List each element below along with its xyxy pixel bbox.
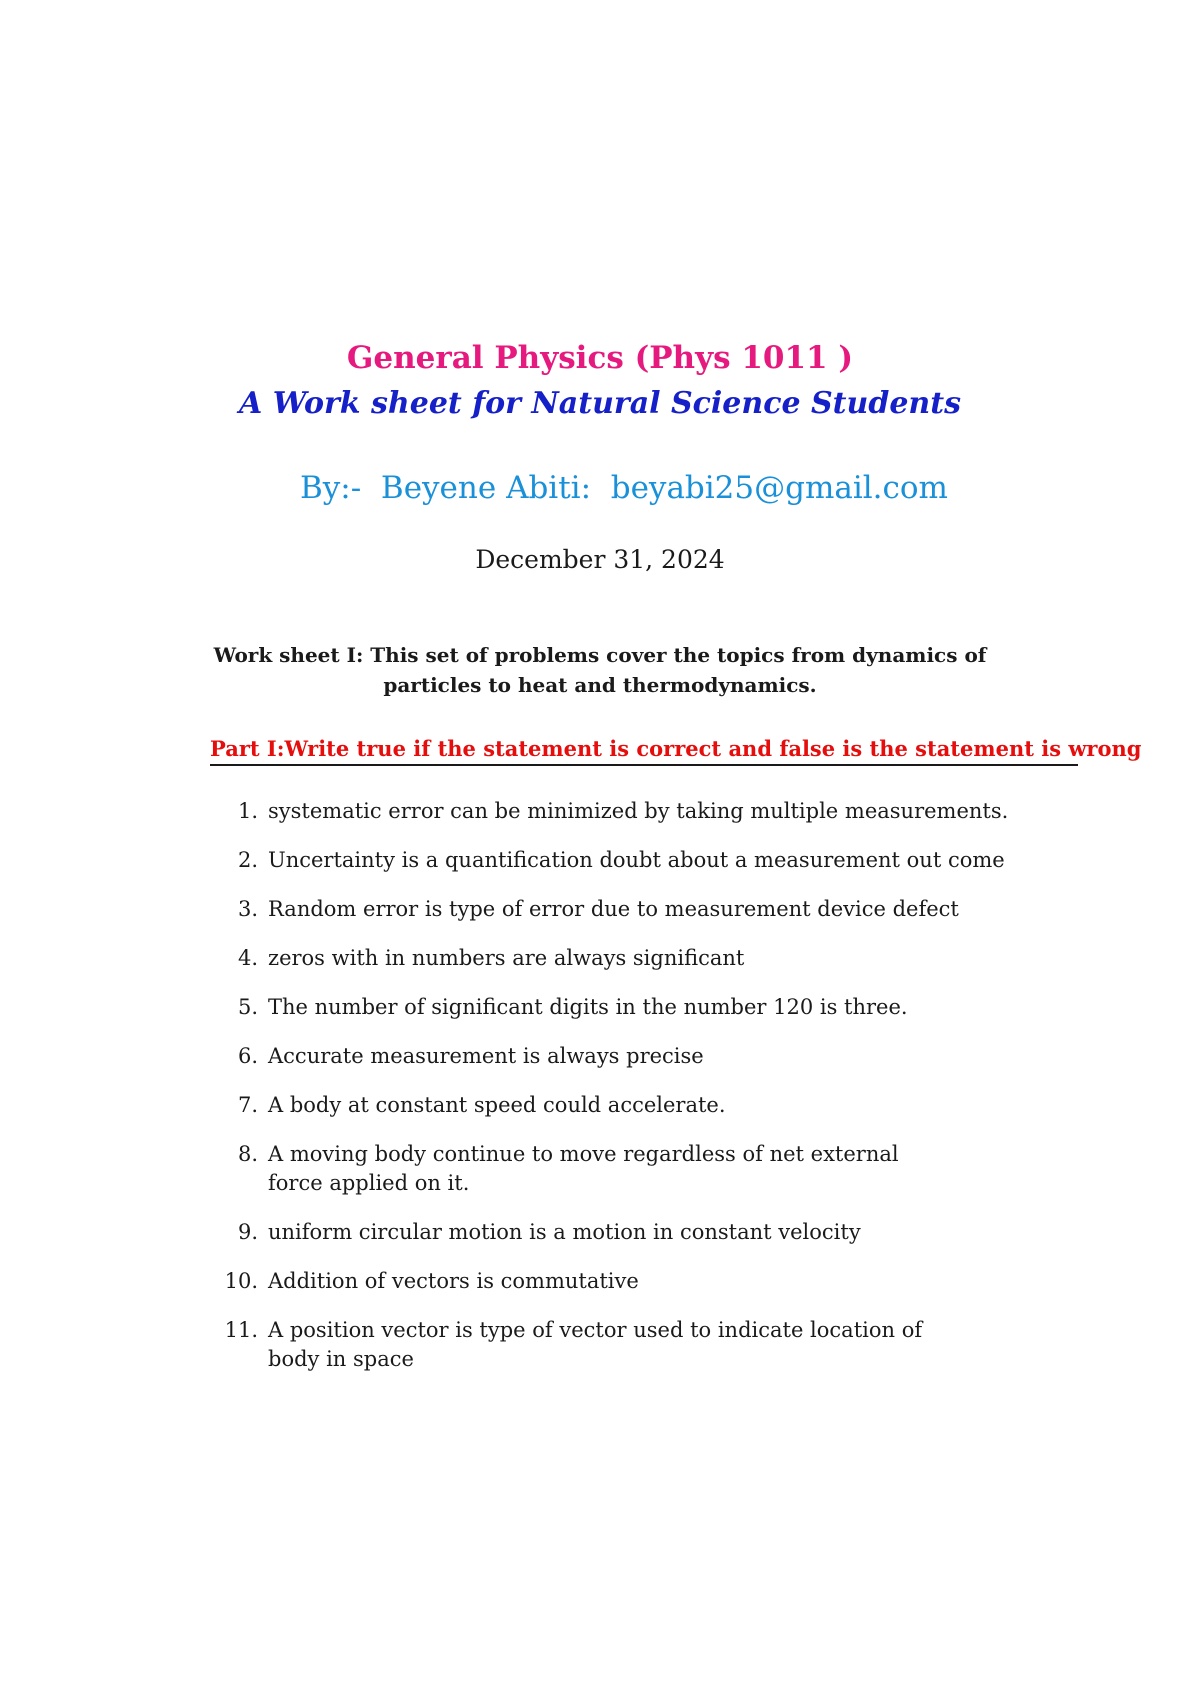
question-text: Uncertainty is a quantification doubt about a measurement out come <box>268 848 1005 872</box>
question-text: Random error is type of error due to measurement device defect <box>268 897 959 921</box>
question-text: A moving body continue to move regardless of net external force applied on it. <box>268 1142 899 1195</box>
question-text: zeros with in numbers are always significant <box>268 946 745 970</box>
question-item <box>216 1267 1016 1296</box>
question-number: 5. <box>237 995 258 1019</box>
question-number: 11. <box>224 1318 258 1342</box>
question-text: A position vector is type of vector used to indicate location of body in space <box>268 1318 923 1371</box>
question-list <box>216 797 1016 1394</box>
question-item <box>216 1218 1016 1247</box>
question-number: 6. <box>237 1044 258 1068</box>
question-number: 9. <box>237 1220 258 1244</box>
question-number: 3. <box>237 897 258 921</box>
document-subtitle: A Work sheet for Natural Science Students <box>239 386 961 421</box>
question-text: A body at constant speed could accelerate. <box>268 1093 726 1117</box>
question-text: Accurate measurement is always precise <box>268 1044 704 1068</box>
question-number: 10. <box>224 1269 258 1293</box>
part-heading: Part I:Write true if the statement is correct and false is the statement is wrong <box>210 736 1078 766</box>
question-item <box>216 944 1016 973</box>
question-text: systematic error can be minimized by taking multiple measurements. <box>268 799 1009 823</box>
question-number: 1. <box>237 799 258 823</box>
question-item <box>216 1140 1016 1198</box>
worksheet-intro: Work sheet I: This set of problems cover the topics from dynamics of particles to heat and thermodynamics. <box>213 643 987 697</box>
document-title: General Physics (Phys 1011 ) <box>346 340 854 376</box>
author-line: By:- Beyene Abiti: beyabi25@gmail.com <box>300 470 948 506</box>
document-date: December 31, 2024 <box>475 545 725 574</box>
question-text: The number of significant digits in the number 120 is three. <box>268 995 908 1019</box>
question-number: 2. <box>237 848 258 872</box>
question-item <box>216 797 1016 826</box>
question-text: Addition of vectors is commutative <box>268 1269 639 1293</box>
question-item <box>216 1042 1016 1071</box>
question-item <box>216 1091 1016 1120</box>
question-item <box>216 1316 1016 1374</box>
question-item <box>216 846 1016 875</box>
question-number: 4. <box>237 946 258 970</box>
question-text: uniform circular motion is a motion in constant velocity <box>268 1220 861 1244</box>
question-item <box>216 993 1016 1022</box>
question-number: 7. <box>237 1093 258 1117</box>
question-number: 8. <box>237 1142 258 1166</box>
question-item <box>216 895 1016 924</box>
